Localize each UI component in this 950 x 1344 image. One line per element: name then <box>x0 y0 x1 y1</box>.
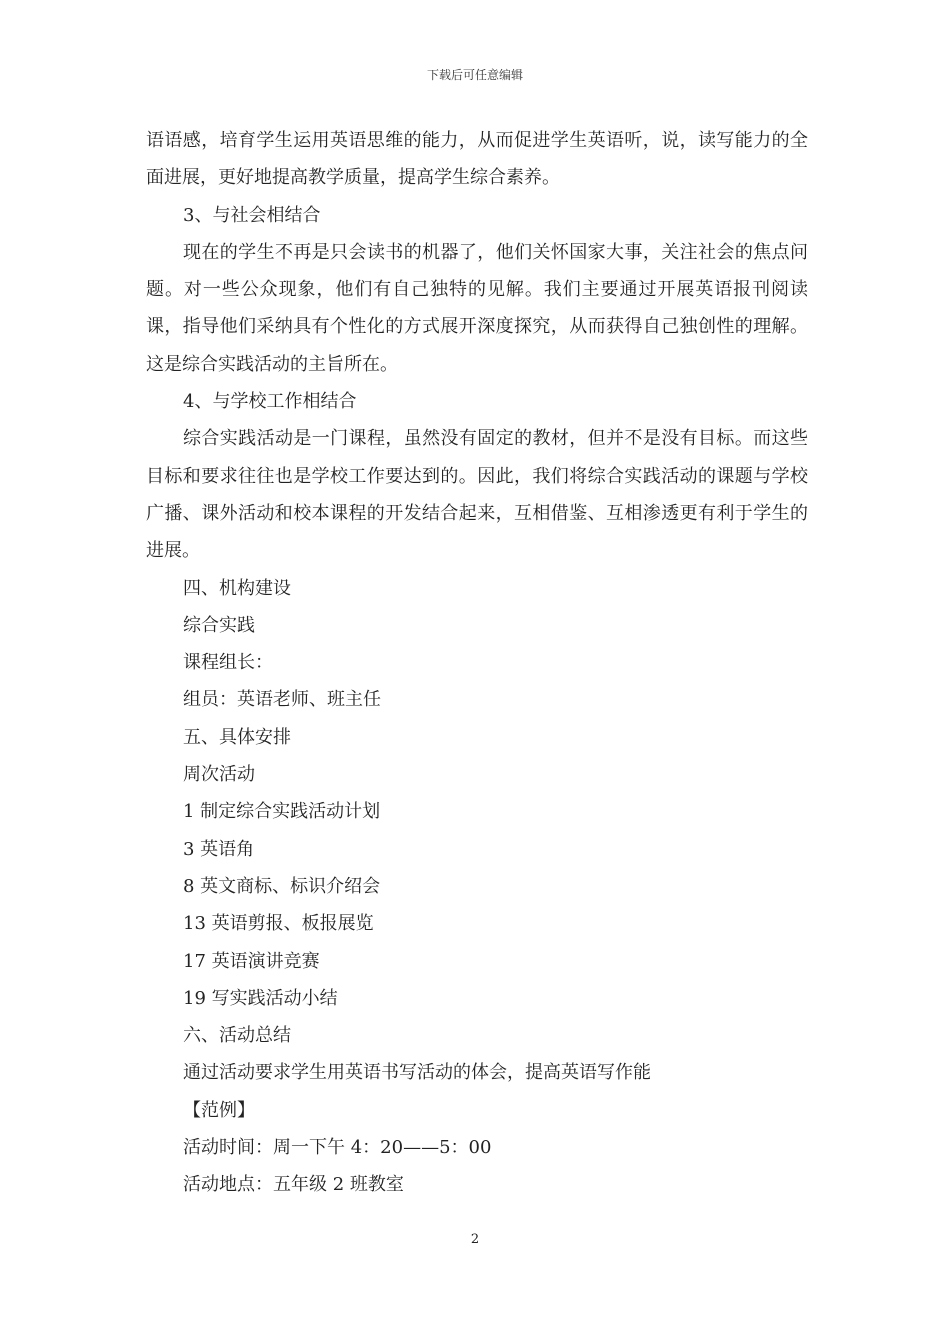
text-line: 活动地点：五年级 2 班教室 <box>183 1174 404 1196</box>
section-heading: 五、具体安排 <box>183 726 291 748</box>
document-body <box>146 122 808 1204</box>
text-line: 周次活动 <box>183 764 255 786</box>
text-line: 组员：英语老师、班主任 <box>183 689 381 711</box>
text-line: 活动时间：周一下午 4：20——5：00 <box>183 1137 492 1159</box>
page-header: 下载后可任意编辑 <box>426 68 523 82</box>
page-number: 2 <box>470 1232 480 1247</box>
text-line: 综合实践 <box>183 614 255 636</box>
schedule-item: 13 英语剪报、板报展览 <box>183 913 374 935</box>
section-heading: 3、与社会相结合 <box>183 204 321 226</box>
paragraph: 综合实践活动是一门课程，虽然没有固定的教材，但并不是没有目标。而这些目标和要求往往也是学校工作要达到的。因此，我们将综合实践活动的课题与学校广播、课外活动和校本课程的开发结合起来，互相借鉴、互相渗透更有利于学生的进展。 <box>146 428 808 562</box>
schedule-item: 8 英文商标、标识介绍会 <box>183 875 381 897</box>
schedule-item: 1 制定综合实践活动计划 <box>183 801 381 823</box>
schedule-item: 3 英语角 <box>183 838 255 860</box>
text-line: 课程组长： <box>183 652 273 674</box>
schedule-item: 17 英语演讲竞赛 <box>183 950 320 972</box>
section-heading: 四、机构建设 <box>183 577 291 599</box>
text-line: 通过活动要求学生用英语书写活动的体会，提高英语写作能 <box>183 1062 651 1084</box>
example-heading: 【范例】 <box>183 1099 255 1121</box>
section-heading: 4、与学校工作相结合 <box>183 391 357 413</box>
section-heading: 六、活动总结 <box>183 1025 291 1047</box>
paragraph: 语语感，培育学生运用英语思维的能力，从而促进学生英语听，说，读写能力的全面进展，更好地提高教学质量，提高学生综合素养。 <box>146 130 808 189</box>
schedule-item: 19 写实践活动小结 <box>183 987 338 1009</box>
paragraph: 现在的学生不再是只会读书的机器了，他们关怀国家大事，关注社会的焦点问题。对一些公众现象，他们有自己独特的见解。我们主要通过开展英语报刊阅读课，指导他们采纳具有个性化的方式展开深度探究，从而获得自己独创性的理解。这是综合实践活动的主旨所在。 <box>146 241 808 375</box>
